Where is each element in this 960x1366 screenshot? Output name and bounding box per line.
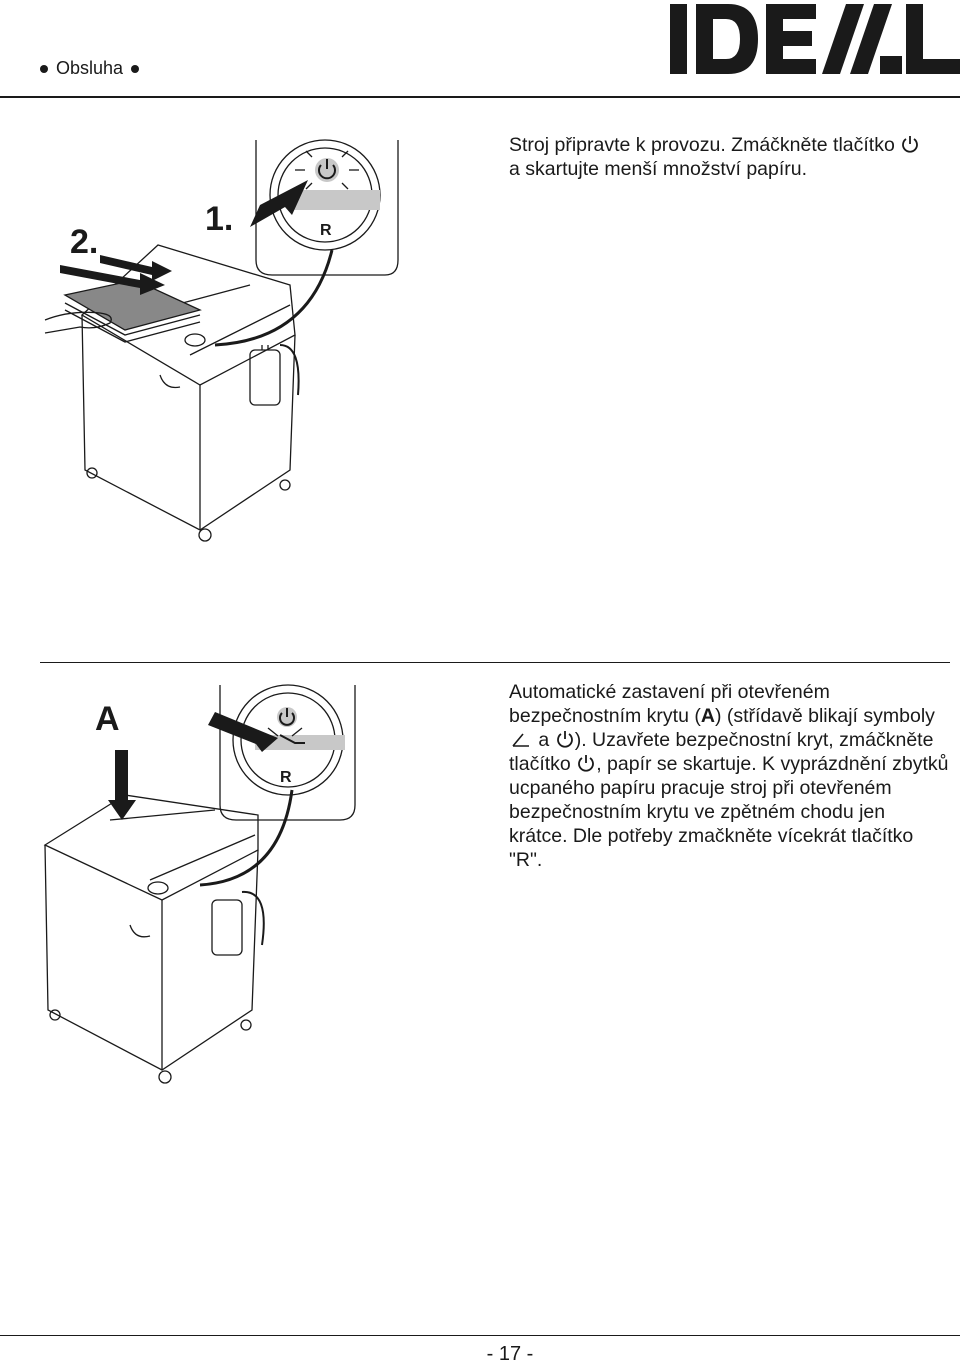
- button-r-label: R: [280, 769, 292, 786]
- header-divider: [0, 96, 960, 98]
- power-icon: [900, 134, 920, 154]
- brand-logo: [670, 4, 960, 74]
- step-2-label: 2.: [70, 223, 99, 261]
- figure-safety-stop: [40, 680, 460, 1090]
- section-title: [40, 58, 139, 79]
- step-2-text-part3: a: [538, 729, 550, 751]
- page-number: - 17 -: [486, 1343, 534, 1365]
- footer-divider: [0, 1335, 960, 1336]
- step-2-text-part5: , papír se skartuje.: [596, 753, 757, 775]
- power-icon: [576, 753, 596, 773]
- step-2-text-part2: ) (střídavě blikají symboly: [714, 705, 935, 727]
- step-2-text-part4: ). Uzavřete bezpečnostní kryt, zmáčkněte tlačítko: [509, 729, 934, 775]
- figure-start-shredding: [40, 135, 440, 545]
- bullet-dot: [131, 65, 139, 73]
- section-label: Obsluha: [56, 58, 124, 78]
- section-divider: [40, 662, 950, 663]
- step-2-text-part6: K vyprázdnění zbytků ucpaného papíru pracuje stroj při otevřeném bezpečnostním krytu ve zpětném chodu jen krátce. Dle potřeby zmačkněte vícekrát tlačítko "R".: [509, 753, 949, 871]
- step-1-label: 1.: [205, 200, 234, 238]
- power-icon: [555, 729, 575, 749]
- label-a-inline: A: [700, 705, 715, 727]
- label-a: A: [95, 700, 120, 738]
- step-2-instructions: [509, 680, 949, 872]
- step-1-text-part1: Stroj připravte k provozu. Zmáčkněte tlačítko: [509, 134, 895, 156]
- step-1-instructions: [509, 133, 929, 181]
- cover-open-icon: [509, 729, 533, 749]
- bullet-dot: [40, 65, 48, 73]
- step-2-text-part1: Automatické zastavení při otevřeném bezpečnostním krytu (: [509, 681, 830, 727]
- step-1-text-part2: a skartujte menší množství papíru.: [509, 158, 808, 180]
- button-r-label: R: [320, 222, 332, 239]
